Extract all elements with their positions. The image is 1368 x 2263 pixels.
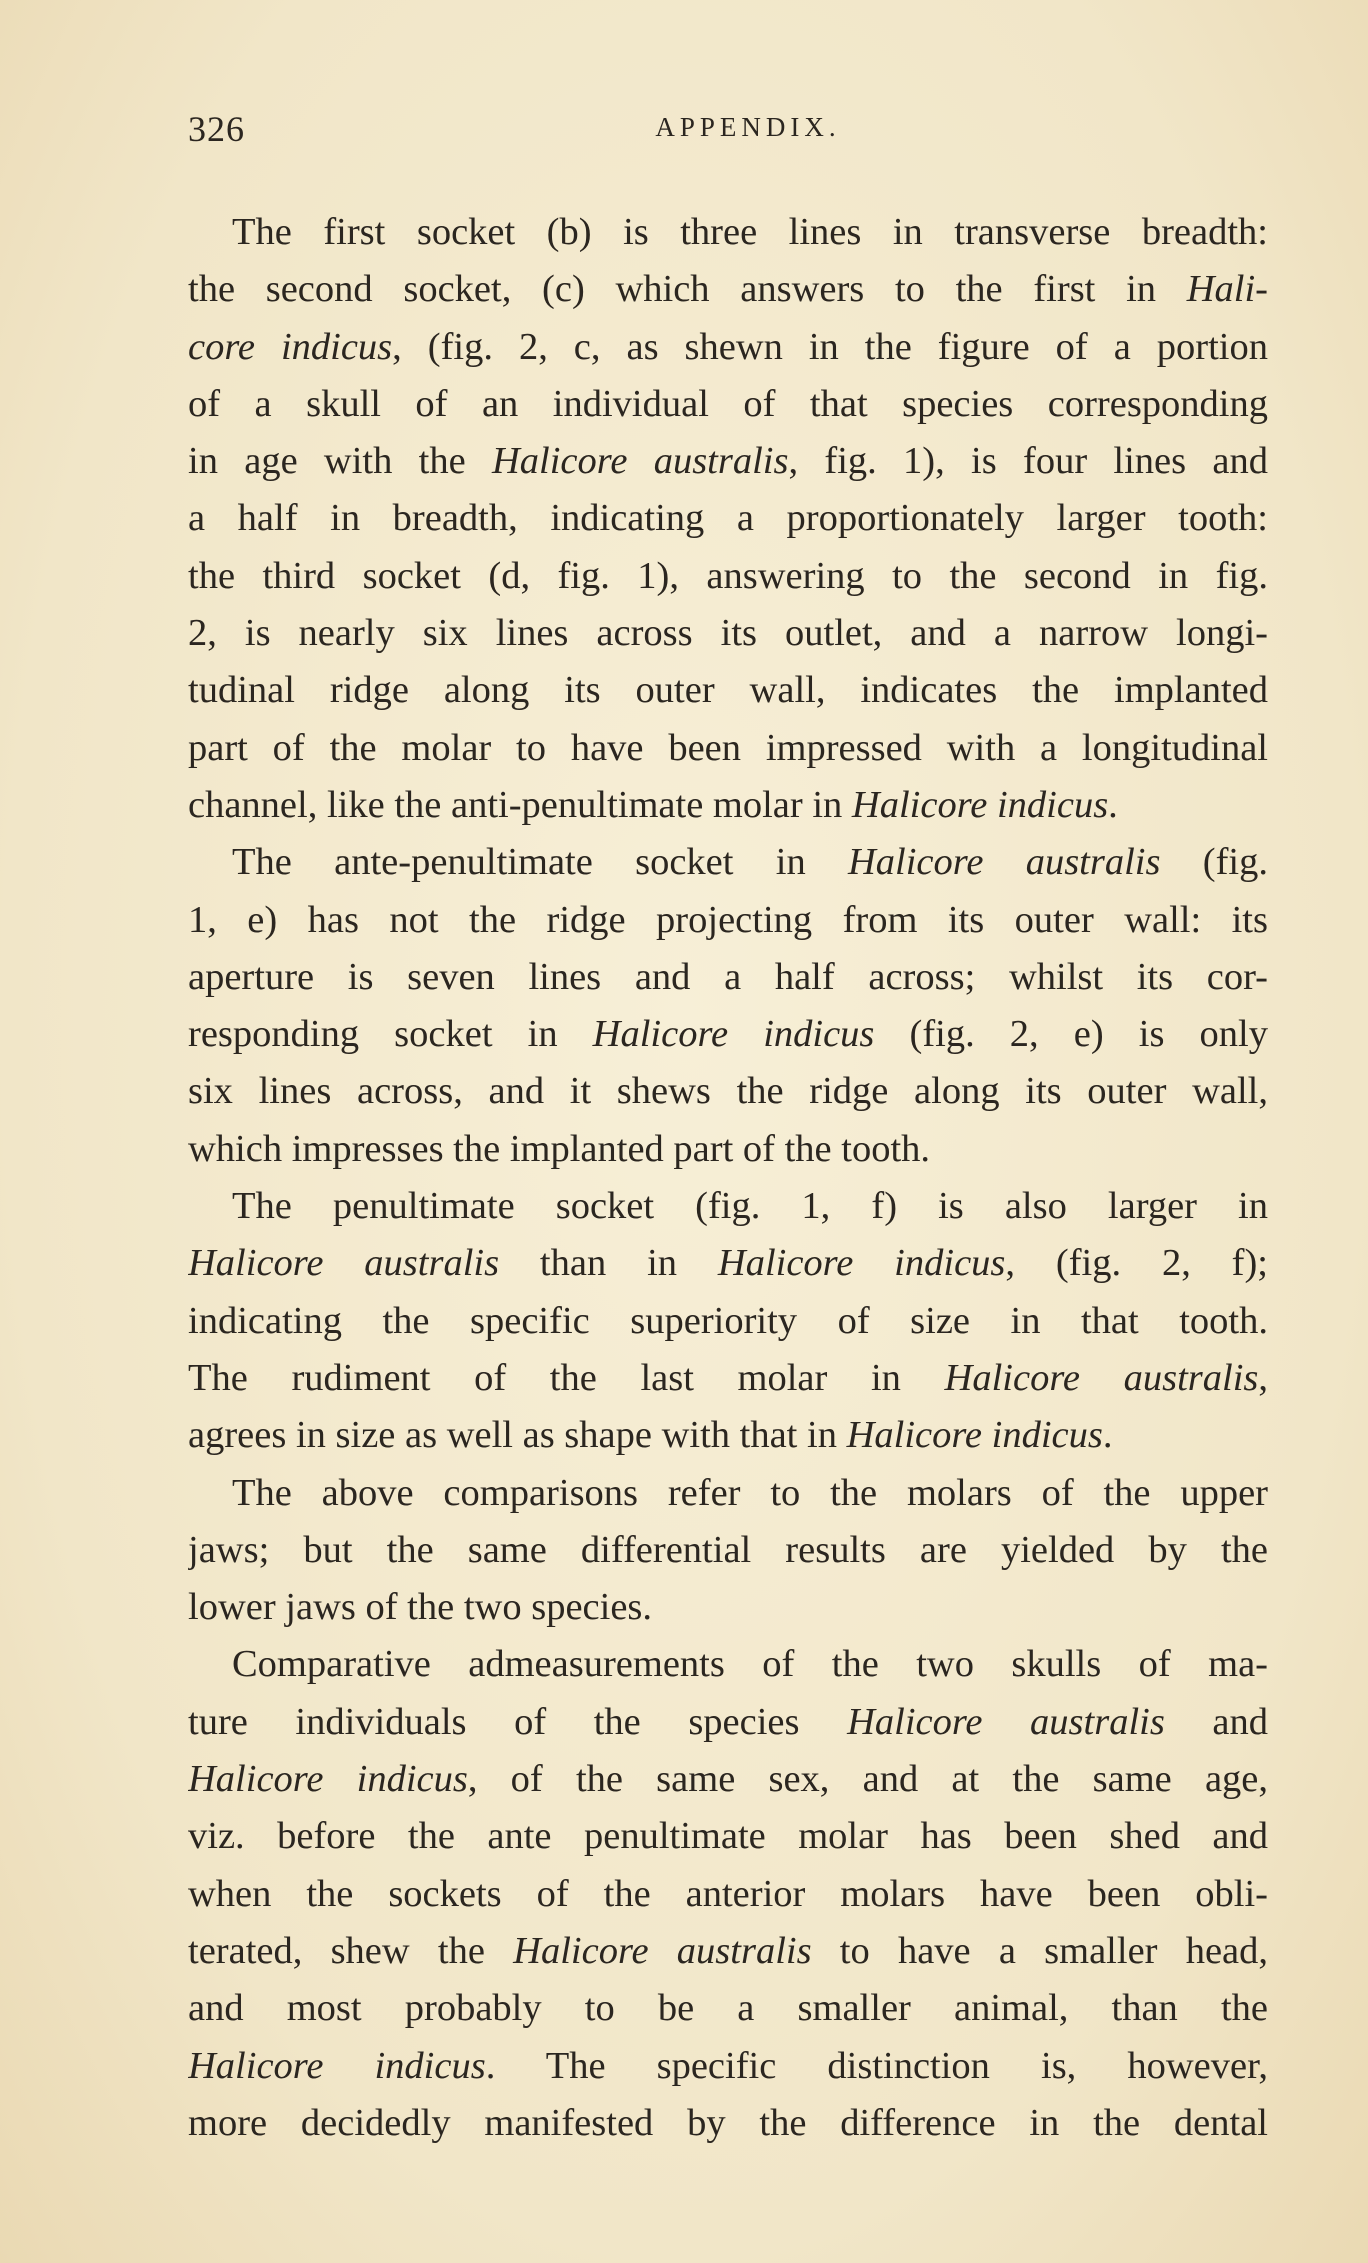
text-line: part of the molar to have been impressed with a longitudinal — [188, 726, 1268, 769]
text-line: tudinal ridge along its outer wall, indicates the implanted — [188, 669, 1268, 712]
text-line: 2, is nearly six lines across its outlet, and a narrow longi- — [188, 612, 1268, 655]
text-line: core indicus, (fig. 2, c, as shewn in the figure of a portion — [188, 325, 1268, 368]
text-line: six lines across, and it shews the ridge along its outer wall, — [188, 1070, 1268, 1113]
text-line: and most probably to be a smaller animal, than the — [188, 1987, 1268, 2030]
text-line: responding socket in Halicore indicus (fig. 2, e) is only — [188, 1013, 1268, 1056]
text-line: aperture is seven lines and a half across; whilst its cor- — [188, 955, 1268, 998]
text-line: Halicore indicus, of the same sex, and at the same age, — [188, 1758, 1268, 1801]
text-line: The rudiment of the last molar in Halicore australis, — [188, 1356, 1268, 1399]
text-line: 1, e) has not the ridge projecting from its outer wall: its — [188, 898, 1268, 941]
text-line: in age with the Halicore australis, fig. 1), is four lines and — [188, 440, 1268, 483]
running-title: APPENDIX. — [655, 112, 841, 142]
text-line: the third socket (d, fig. 1), answering to the second in fig. — [188, 554, 1268, 597]
text-line: more decidedly manifested by the difference in the dental — [188, 2101, 1268, 2144]
text-line: The penultimate socket (fig. 1, f) is also larger in — [232, 1185, 1268, 1228]
text-line: which impresses the implanted part of the tooth. — [188, 1127, 931, 1170]
text-line: Halicore australis than in Halicore indicus, (fig. 2, f); — [188, 1242, 1268, 1285]
text-line: a half in breadth, indicating a proportionately larger tooth: — [188, 497, 1268, 540]
text-line: ture individuals of the species Halicore australis and — [188, 1700, 1268, 1743]
text-line: indicating the specific superiority of size in that tooth. — [188, 1299, 1268, 1342]
text-line: The ante-penultimate socket in Halicore australis (fig. — [232, 841, 1268, 884]
body-text — [188, 204, 1268, 2152]
text-line: Halicore indicus. The specific distinction is, however, — [188, 2044, 1268, 2087]
text-line: terated, shew the Halicore australis to have a smaller head, — [188, 1929, 1268, 1972]
text-line: agrees in size as well as shape with that in Halicore indicus. — [188, 1414, 1113, 1457]
text-line: when the sockets of the anterior molars have been obli- — [188, 1872, 1268, 1915]
text-line: channel, like the anti-penultimate molar in Halicore indicus. — [188, 783, 1118, 826]
text-line: viz. before the ante penultimate molar has been shed and — [188, 1815, 1268, 1858]
page-number: 326 — [188, 109, 245, 149]
text-line: the second socket, (c) which answers to the first in Hali- — [188, 268, 1268, 311]
text-line: of a skull of an individual of that species corresponding — [188, 382, 1268, 425]
running-head — [188, 108, 1268, 168]
text-line: jaws; but the same differential results are yielded by the — [188, 1528, 1268, 1571]
text-line: Comparative admeasurements of the two skulls of ma- — [232, 1643, 1268, 1686]
text-line: lower jaws of the two species. — [188, 1586, 653, 1629]
text-line: The above comparisons refer to the molars of the upper — [232, 1471, 1268, 1514]
text-line: The first socket (b) is three lines in transverse breadth: — [232, 211, 1268, 253]
